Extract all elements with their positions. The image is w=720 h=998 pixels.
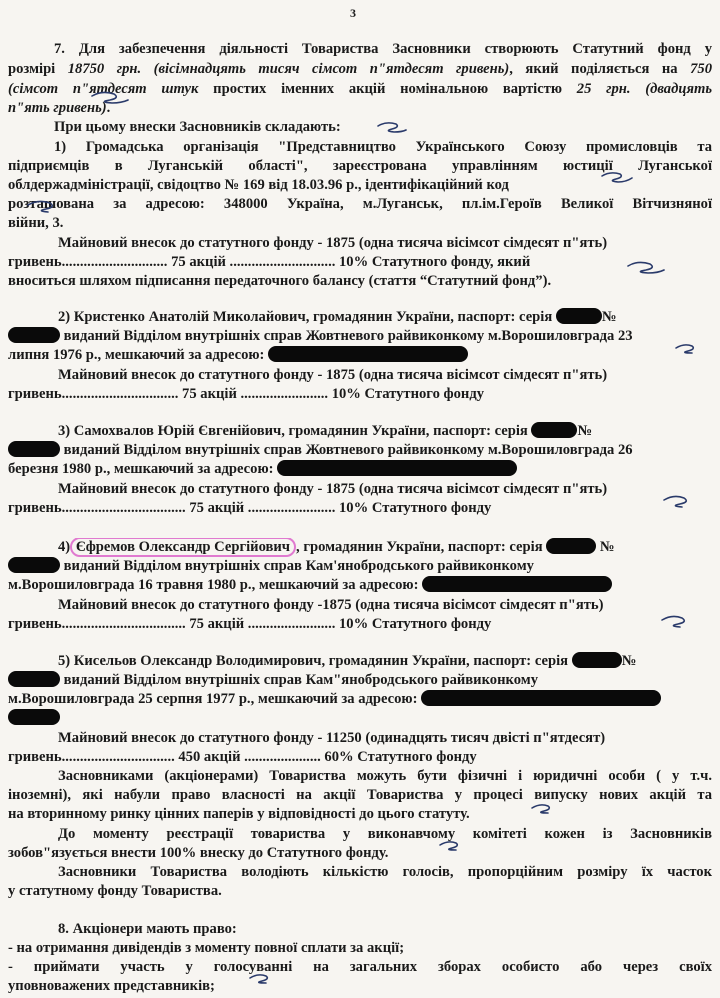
founder-5-contribution: Майновий внесок до статутного фонду - 11250 (одинадцять тисяч двісті п"ятдесят): [58, 730, 606, 746]
founder-3-line-3: березня 1980 р., мешкаючий за адресою:: [8, 460, 712, 479]
clause-8-item-3: уповноважених представників;: [8, 978, 215, 994]
founder-2-line-1: 2) Кристенко Анатолій Миколайович, громадянин України, паспорт: серія №: [58, 309, 617, 325]
founder-5-line-2: виданий Відділом внутрішніх справ Кам"янобродського райвиконкому: [8, 671, 712, 690]
founder-5-line-1: 5) Кисельов Олександр Володимирович, громадянин України, паспорт: серія №: [58, 653, 637, 669]
founder-4-shares: гривень.................................. 75 акцій ........................ 10% Статутного фонду: [8, 616, 492, 632]
redacted-address: [268, 346, 468, 362]
founder-1-contribution: Майновий внесок до статутного фонду - 1875 (одна тисяча вісімсот сімдесят п"ять): [58, 235, 608, 251]
founder-2-line-3: липня 1976 р., мешкаючий за адресою:: [8, 346, 712, 365]
redacted-address: [421, 690, 661, 706]
redacted-passport-number: [8, 327, 60, 343]
redacted-passport-series: [531, 422, 577, 438]
clause-8-heading: 8. Акціонери мають право:: [58, 921, 237, 937]
founder-5-line-3: м.Ворошиловграда 25 серпня 1977 р., мешкаючий за адресою:: [8, 690, 712, 709]
founder-4-line-3: м.Ворошиловграда 16 травня 1980 р., мешкаючий за адресою:: [8, 576, 712, 595]
para-registration-2: зобов"язується внести 100% внеску до Статутного фонду.: [8, 845, 389, 861]
founder-2-shares: гривень................................ 75 акцій ........................ 10% Статутного фонду: [8, 386, 484, 402]
para-shareholders-2: іноземні), які набули право власності на акції Товариства у процесі випуску нових акцій та: [8, 787, 712, 803]
clause-7-line-1: 7. Для забезпечення діяльності Товариства Засновники створюють Статутний фонд у: [54, 41, 712, 57]
founder-5-line-4: [8, 709, 712, 728]
para-shareholders-3: на вторинному ринку цінних паперів у відповідності до цього статуту.: [8, 806, 470, 822]
founder-5-shares: гривень............................... 450 акцій ..................... 60% Статутного фонду: [8, 749, 477, 765]
founder-1-line-2: підприємців в Луганській області", зареєстрована управлінням юстиції Луганської: [8, 158, 712, 174]
contributions-intro: При цьому внески Засновників складають:: [54, 119, 341, 135]
clause-7-line-2: розмірі 18750 грн. (вісімнадцять тисяч сімсот п"ятдесят гривень), який поділяється на 750: [8, 61, 712, 77]
clause-7-line-4: п"ять гривень).: [8, 100, 111, 116]
redacted-passport-series: [546, 538, 596, 554]
founder-4-line-1: 4) Єфремов Олександр Сергійович , громадянин України, паспорт: серія №: [58, 539, 615, 555]
redacted-address: [422, 576, 612, 592]
founder-3-contribution: Майновий внесок до статутного фонду - 1875 (одна тисяча вісімсот сімдесят п"ять): [58, 481, 608, 497]
founder-2-contribution: Майновий внесок до статутного фонду - 1875 (одна тисяча вісімсот сімдесят п"ять): [58, 367, 608, 383]
founder-1-line-4: розташована за адресою: 348000 Україна, м.Луганськ, пл.ім.Героїв Великої Вітчизняної: [8, 196, 712, 212]
clause-7-line-3: (сімсот п"ятдесят штук простих іменних акцій номінальною вартістю 25 грн. (двадцять: [8, 81, 712, 97]
highlighted-name: Єфремов Олександр Сергійович: [70, 538, 296, 557]
founder-4-line-2: виданий Відділом внутрішніх справ Кам'янобродського райвиконкому: [8, 557, 712, 576]
page-number: 3: [350, 6, 356, 20]
founder-3-line-2: виданий Відділом внутрішніх справ Жовтневого райвиконкому м.Ворошиловграда 26: [8, 441, 712, 460]
founder-1-line-1: 1) Громадська організація "Представництво Українського Союзу промисловців та: [54, 139, 712, 155]
founder-1-balance: вноситься шляхом підписання передаточного балансу (стаття “Статутний фонд”).: [8, 273, 552, 289]
redacted-address-cont: [8, 709, 60, 725]
redacted-passport-number: [8, 557, 60, 573]
para-shareholders-1: Засновниками (акціонерами) Товариства можуть бути фізичні і юридичні особи ( у т.ч.: [58, 768, 712, 784]
founder-1-shares: гривень............................. 75 акцій ............................. 10% Статутного фонду, який: [8, 254, 531, 270]
redacted-passport-series: [556, 308, 602, 324]
clause-8-item-1: - на отримання дивідендів з моменту повної сплати за акції;: [8, 940, 405, 956]
founder-1-line-3: облдержадміністрації, свідоцтво № 169 від 18.03.96 р., ідентифікаційний код: [8, 177, 509, 193]
redacted-passport-series: [572, 652, 622, 668]
para-votes-1: Засновники Товариства володіють кількістю голосів, пропорційним розміру їх часток: [58, 864, 712, 880]
redacted-passport-number: [8, 441, 60, 457]
redacted-address: [277, 460, 517, 476]
redacted-passport-number: [8, 671, 60, 687]
founder-1-line-5: війни, 3.: [8, 215, 64, 231]
para-registration-1: До моменту реєстрації товариства у виконавчому комітеті кожен із Засновників: [58, 826, 712, 842]
para-votes-2: у статутному фонду Товариства.: [8, 883, 222, 899]
founder-3-shares: гривень.................................. 75 акцій ........................ 10% Статутного фонду: [8, 500, 492, 516]
clause-8-item-2: - приймати участь у голосуванні на загальних зборах особисто або через своїх: [8, 959, 712, 975]
founder-2-line-2: виданий Відділом внутрішніх справ Жовтневого райвиконкому м.Ворошиловграда 23: [8, 327, 712, 346]
founder-3-line-1: 3) Самохвалов Юрій Євгенійович, громадянин України, паспорт: серія №: [58, 423, 593, 439]
founder-4-contribution: Майновий внесок до статутного фонду -1875 (одна тисяча вісімсот сімдесят п"ять): [58, 597, 604, 613]
